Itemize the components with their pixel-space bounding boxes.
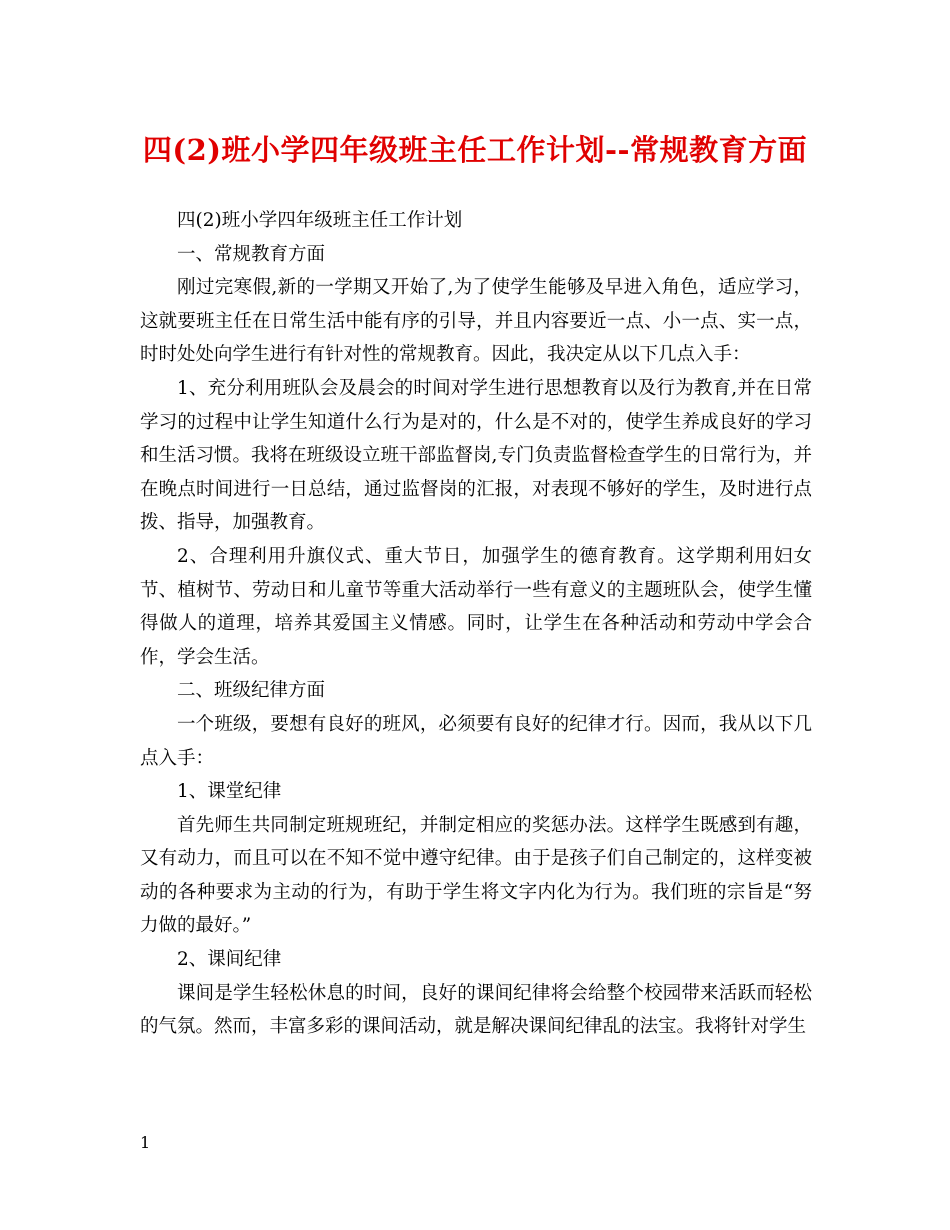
paragraph: 四(2)班小学四年级班主任工作计划 xyxy=(177,210,463,231)
paragraph: 1、充分利用班队会及晨会的时间对学生进行思想教育以及行为教育,并在日常学习的过程中让学生知道什么行为是对的，什么是不对的，使学生养成良好的学习和生活习惯。我将在班级设立班干部监督岗,专门负责监督检查学生的日常行为，并在晚点时间进行一日总结，通过监督岗的汇报，对表现不够好的学生，及时进行点拨、指导，加强教育。 xyxy=(140,377,812,534)
subsection-heading: 2、课间纪律 xyxy=(177,949,282,971)
paragraph: 首先师生共同制定班规班纪，并制定相应的奖惩办法。这样学生既感到有趣，又有动力，而且可以在不知不觉中遵守纪律。由于是孩子们自己制定的，这样变被动的各种要求为主动的行为，有助于学生将文字内化为行为。我们班的宗旨是“努力做的最好。” xyxy=(140,814,812,937)
paragraph: 2、合理利用升旗仪式、重大节日，加强学生的德育教育。这学期利用妇女节、植树节、劳动日和儿童节等重大活动举行一些有意义的主题班队会，使学生懂得做人的道理，培养其爱国主义情感。同时，让学生在各种活动和劳动中学会合作，学会生活。 xyxy=(140,545,812,668)
section-heading: 二、班级纪律方面 xyxy=(177,680,326,702)
section-heading: 一、常规教育方面 xyxy=(177,243,326,265)
document-title: 四(2)班小学四年级班主任工作计划--常规教育方面 xyxy=(142,133,808,167)
paragraph: 一个班级，要想有良好的班风，必须要有良好的纪律才行。因而，我从以下几点入手： xyxy=(140,713,812,769)
page-number: 1 xyxy=(140,1133,151,1152)
paragraph: 课间是学生轻松休息的时间，良好的课间纪律将会给整个校园带来活跃而轻松的气氛。然而，丰富多彩的课间活动，就是解决课间纪律乱的法宝。我将针对学生 xyxy=(140,982,812,1038)
subsection-heading: 1、课堂纪律 xyxy=(177,781,282,803)
paragraph: 刚过完寒假,新的一学期又开始了,为了使学生能够及早进入角色，适应学习，这就要班主任在日常生活中能有序的引导，并且内容要近一点、小一点、实一点，时时处处向学生进行有针对性的常规教育。因此，我决定从以下几点入手： xyxy=(140,277,812,366)
document-body xyxy=(140,204,812,1044)
